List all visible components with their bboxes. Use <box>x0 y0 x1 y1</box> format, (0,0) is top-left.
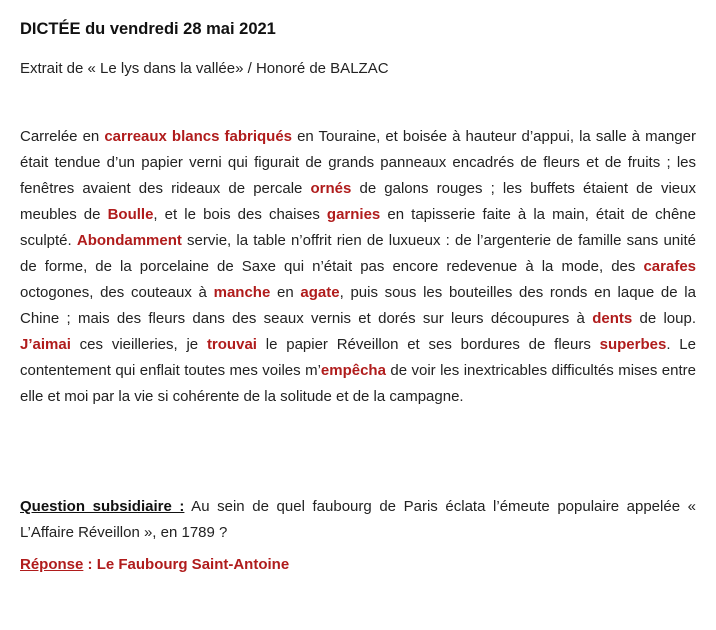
text-segment: le papier Réveillon et ses bordures de fleurs <box>256 336 600 353</box>
highlighted-word: J’aimai <box>20 336 71 353</box>
highlighted-word: garnies <box>326 206 381 223</box>
highlighted-word: agate <box>300 284 340 301</box>
text-segment: de loup. <box>632 310 697 327</box>
text-segment: en Touraine, et boisée à hauteur d’appui, la salle à manger était tendue d’un papier verni qui figurait de grands panneaux encadrés de fleurs et de fruits ; les fenêtres avaient des rideaux de percale <box>20 128 696 197</box>
highlighted-word: manche <box>213 284 271 301</box>
text-segment: . Le contentement qui enflait toutes mes voiles m’ <box>20 336 696 379</box>
text-segment: de galons rouges ; les buffets étaient de vieux meubles de <box>20 180 696 223</box>
text-segment: octogones, des couteaux à <box>20 284 214 301</box>
question-label: Question subsidiaire : <box>20 498 185 515</box>
answer <box>20 556 289 573</box>
text-segment: , puis sous les bouteilles des ronds en laque de la Chine ; mais des fleurs dans des seaux vernis et dorés sur leurs découpures à <box>20 284 696 327</box>
text-segment: en <box>270 284 301 301</box>
bonus-question <box>20 494 696 546</box>
highlighted-word: trouvai <box>206 336 257 353</box>
document-subtitle: Extrait de « Le lys dans la vallée» / Honoré de BALZAC <box>20 60 389 77</box>
text-segment: ces vieilleries, je <box>70 336 207 353</box>
text-segment: de voir les inextricables difficultés mises entre elle et moi par la vie si cohérente de la solitude et de la campagne. <box>20 362 696 405</box>
highlighted-word: ornés <box>310 180 352 197</box>
answer-text: : Le Faubourg Saint-Antoine <box>83 556 290 573</box>
highlighted-word: carreaux blancs fabriqués <box>104 128 293 145</box>
highlighted-word: Boulle <box>107 206 154 223</box>
highlighted-word: carafes <box>643 258 696 275</box>
answer-label: Réponse <box>20 556 84 573</box>
highlighted-word: empêcha <box>320 362 386 379</box>
dictation-text <box>20 124 696 410</box>
highlighted-word: Abondamment <box>76 232 182 249</box>
text-segment: servie, la table n’offrit rien de luxueux : de l’argenterie de famille sans unité de forme, de la porcelaine de Saxe qui n’était pas encore redevenue à la mode, des <box>20 232 696 275</box>
text-segment: en tapisserie faite à la main, était de chêne sculpté. <box>20 206 696 249</box>
document-title: DICTÉE du vendredi 28 mai 2021 <box>20 20 276 38</box>
text-segment: Carrelée en <box>20 128 105 145</box>
question-text: Au sein de quel faubourg de Paris éclata l’émeute populaire appelée « L’Affaire Réveillon », en 1789 ? <box>20 498 696 541</box>
text-segment: , et le bois des chaises <box>153 206 327 223</box>
highlighted-word: dents <box>592 310 633 327</box>
highlighted-word: superbes <box>599 336 667 353</box>
